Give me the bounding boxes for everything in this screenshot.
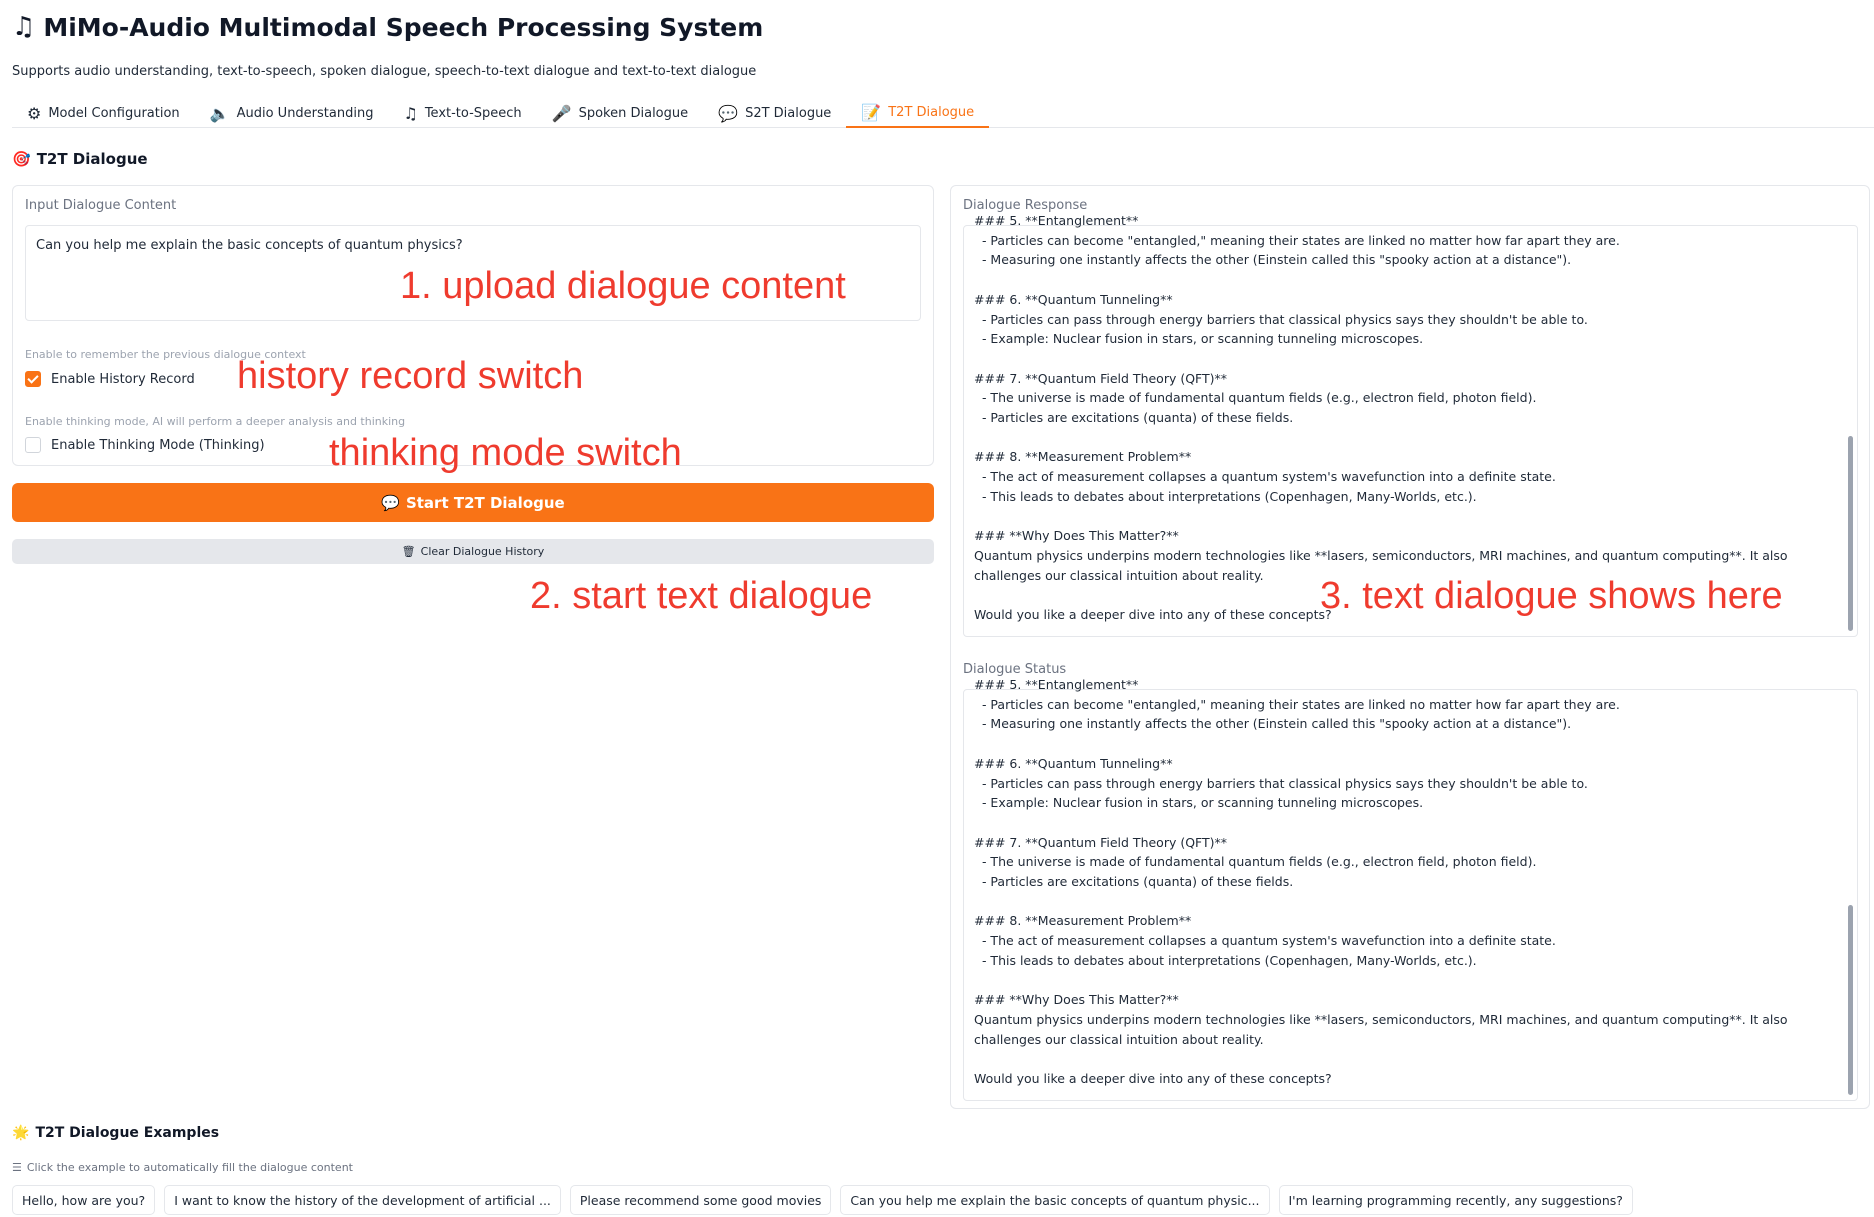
start-t2t-dialogue-button[interactable] — [12, 483, 934, 522]
clear-button-label: Clear Dialogue History — [420, 545, 545, 558]
input-label: Input Dialogue Content — [25, 198, 177, 213]
music-note-icon: ♫ — [403, 103, 418, 123]
example-chip[interactable]: I'm learning programming recently, any suggestions? — [1279, 1185, 1633, 1215]
app-subtitle: Supports audio understanding, text-to-speech, spoken dialogue, speech-to-text dialogue and text-to-text dialogue — [12, 64, 757, 79]
music-note-icon: ♫ — [12, 12, 36, 42]
trash-icon: 🗑 — [401, 545, 416, 558]
example-chip[interactable]: Hello, how are you? — [12, 1185, 155, 1215]
speech-bubble-icon: 💬 — [381, 493, 400, 512]
history-hint: Enable to remember the previous dialogue context — [25, 348, 306, 361]
gear-icon: ⚙ — [27, 103, 42, 123]
dialogue-response-text: ### 5. **Entanglement** - Particles can become "entangled," meaning their states are linked no matter how far apart they are. - Measuring one instantly affects the other (Einstein called this "spooky action at a distance"). ### 6. **Quantum Tunneling** - Particles can pass through energy barriers that classical physics says they shouldn't be able to. - Example: Nuclear fusion in stars, or scanning tunneling microscopes. ### 7. **Quantum Field Theory (QFT)** - The universe is made of fundamental quantum fields (e.g., electron field, photon field). - Particles are excitations (quanta) of these fields. ### 8. **Measurement Problem** - The act of measurement collapses a quantum system's wavefunction into a definite state. - This leads to debates about interpretations (Copenhagen, Many-Worlds, etc.). ### **Why Does This Matter?** Quantum physics underpins modern technologies like **lasers, semiconductors, MRI machines, and quantum computing**. It also challenges our classical intuition about reality. Would you like a deeper dive into any of these concepts? — [974, 213, 1788, 623]
tab-label: Text-to-Speech — [424, 105, 522, 121]
output-panel — [950, 185, 1870, 1109]
speaker-icon: 🔈 — [209, 103, 230, 123]
thinking-toggle[interactable] — [25, 437, 265, 453]
annotation-shows: 3. text dialogue shows here — [1320, 575, 1783, 617]
annotation-start: 2. start text dialogue — [530, 575, 873, 617]
example-chip[interactable]: Can you help me explain the basic concepts of quantum physic... — [840, 1185, 1269, 1215]
page-title: MiMo-Audio Multimodal Speech Processing System — [43, 12, 764, 42]
thinking-checkbox[interactable] — [25, 437, 41, 453]
tab-spoken-dialogue[interactable] — [537, 98, 703, 128]
tab-label: Model Configuration — [48, 105, 180, 121]
tab-text-to-speech[interactable] — [388, 98, 536, 128]
history-toggle[interactable] — [25, 371, 195, 387]
tab-model-configuration[interactable] — [12, 98, 195, 128]
clear-dialogue-history-button[interactable] — [12, 539, 934, 564]
status-label: Dialogue Status — [963, 662, 1067, 677]
tab-label: T2T Dialogue — [888, 104, 975, 120]
examples-hint — [12, 1161, 353, 1174]
annotation-upload: 1. upload dialogue content — [400, 265, 846, 307]
examples-list — [12, 1185, 1633, 1215]
dialogue-status-text: ### 5. **Entanglement** - Particles can become "entangled," meaning their states are linked no matter how far apart they are. - Measuring one instantly affects the other (Einstein called this "spooky action at a distance"). ### 6. **Quantum Tunneling** - Particles can pass through energy barriers that classical physics says they shouldn't be able to. - Example: Nuclear fusion in stars, or scanning tunneling microscopes. ### 7. **Quantum Field Theory (QFT)** - The universe is made of fundamental quantum fields (e.g., electron field, photon field). - Particles are excitations (quanta) of these fields. ### 8. **Measurement Problem** - The act of measurement collapses a quantum system's wavefunction into a definite state. - This leads to debates about interpretations (Copenhagen, Many-Worlds, etc.). ### **Why Does This Matter?** Quantum physics underpins modern technologies like **lasers, semiconductors, MRI machines, and quantum computing**. It also challenges our classical intuition about reality. Would you like a deeper dive into any of these concepts? — [974, 677, 1788, 1087]
history-label: Enable History Record — [51, 371, 195, 387]
annotation-history: history record switch — [237, 355, 584, 397]
tab-s2t-dialogue[interactable] — [703, 98, 846, 128]
memo-icon: 📝 — [861, 102, 882, 122]
start-button-label: Start T2T Dialogue — [405, 493, 565, 512]
tab-label: Spoken Dialogue — [578, 105, 689, 121]
examples-hint-text: Click the example to automatically fill the dialogue content — [26, 1161, 353, 1174]
examples-title-text: T2T Dialogue Examples — [35, 1125, 220, 1141]
input-panel — [12, 185, 934, 466]
app-title — [12, 12, 763, 42]
response-label: Dialogue Response — [963, 198, 1088, 213]
target-icon: 🎯 — [12, 150, 31, 168]
section-title — [12, 150, 148, 168]
example-chip[interactable]: Please recommend some good movies — [570, 1185, 832, 1215]
examples-title — [12, 1125, 219, 1141]
status-scrollbar[interactable] — [1848, 905, 1853, 1095]
tab-bar — [12, 98, 1874, 128]
tab-label: Audio Understanding — [236, 105, 374, 121]
tab-audio-understanding[interactable] — [195, 98, 389, 128]
thinking-label: Enable Thinking Mode (Thinking) — [51, 437, 265, 453]
thinking-hint: Enable thinking mode, AI will perform a deeper analysis and thinking — [25, 415, 406, 428]
tab-t2t-dialogue[interactable] — [846, 98, 989, 128]
section-title-text: T2T Dialogue — [36, 150, 148, 168]
speech-bubble-icon: 💬 — [718, 103, 739, 123]
microphone-icon: 🎤 — [551, 103, 572, 123]
example-chip[interactable]: I want to know the history of the development of artificial ... — [164, 1185, 561, 1215]
dialogue-status-box[interactable] — [963, 677, 1858, 1101]
star-icon: 🌟 — [12, 1125, 30, 1141]
history-checkbox[interactable] — [25, 371, 41, 387]
annotation-thinking: thinking mode switch — [329, 432, 682, 474]
dialogue-response-box[interactable] — [963, 213, 1858, 637]
list-icon: ☰ — [12, 1161, 22, 1174]
response-scrollbar[interactable] — [1848, 436, 1853, 631]
dialogue-input[interactable]: Can you help me explain the basic concepts of quantum physics? — [25, 225, 921, 321]
tab-label: S2T Dialogue — [745, 105, 832, 121]
